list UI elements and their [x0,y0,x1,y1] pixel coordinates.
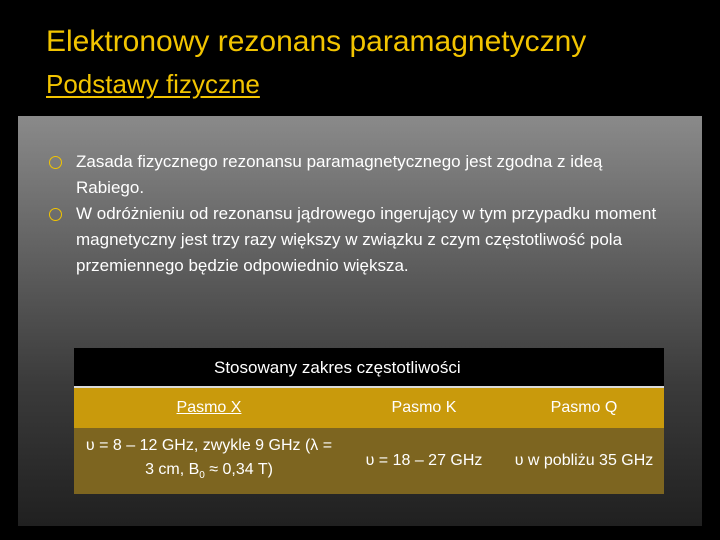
value-pasmo-q: υ w pobliżu 35 GHz [514,452,654,469]
value-x-end: ≈ 0,34 T) [204,460,273,478]
frequency-table [74,348,664,496]
header-pasmo-k: Pasmo K [391,399,457,416]
bullet-item [48,149,658,201]
bullet-text: Zasada fizycznego rezonansu paramagnetycznego jest zgodna z ideą Rabiego. [76,152,603,197]
bullet-circle-icon [49,156,62,169]
bullet-text: W odróżnieniu od rezonansu jądrowego ingerujący w tym przypadku moment magnetyczny jest trzy razy większy w związku z czym częstotliwość pola przemiennego będzie odpowiednio większa. [76,204,657,275]
slide-header [0,0,720,112]
value-x-main: υ = 8 – 12 GHz, zwykle 9 GHz (λ = 3 cm, B [85,436,333,478]
header-pasmo-q: Pasmo Q [550,399,618,416]
value-pasmo-k: υ = 18 – 27 GHz [365,452,483,469]
table-caption: Stosowany zakres częstotliwości [74,348,664,388]
bullet-item [48,201,658,279]
header-pasmo-x: Pasmo X [176,399,242,416]
slide-subtitle: Podstawy fizyczne [46,69,260,99]
bullet-circle-icon [49,208,62,221]
bullet-list [48,149,658,279]
table-values-row [74,428,664,494]
value-x-sub: 0 [199,470,205,482]
slide-title: Elektronowy rezonans paramagnetyczny [46,25,587,58]
value-pasmo-x [74,428,344,494]
slide-content [18,116,702,526]
table-header-row [74,388,664,428]
